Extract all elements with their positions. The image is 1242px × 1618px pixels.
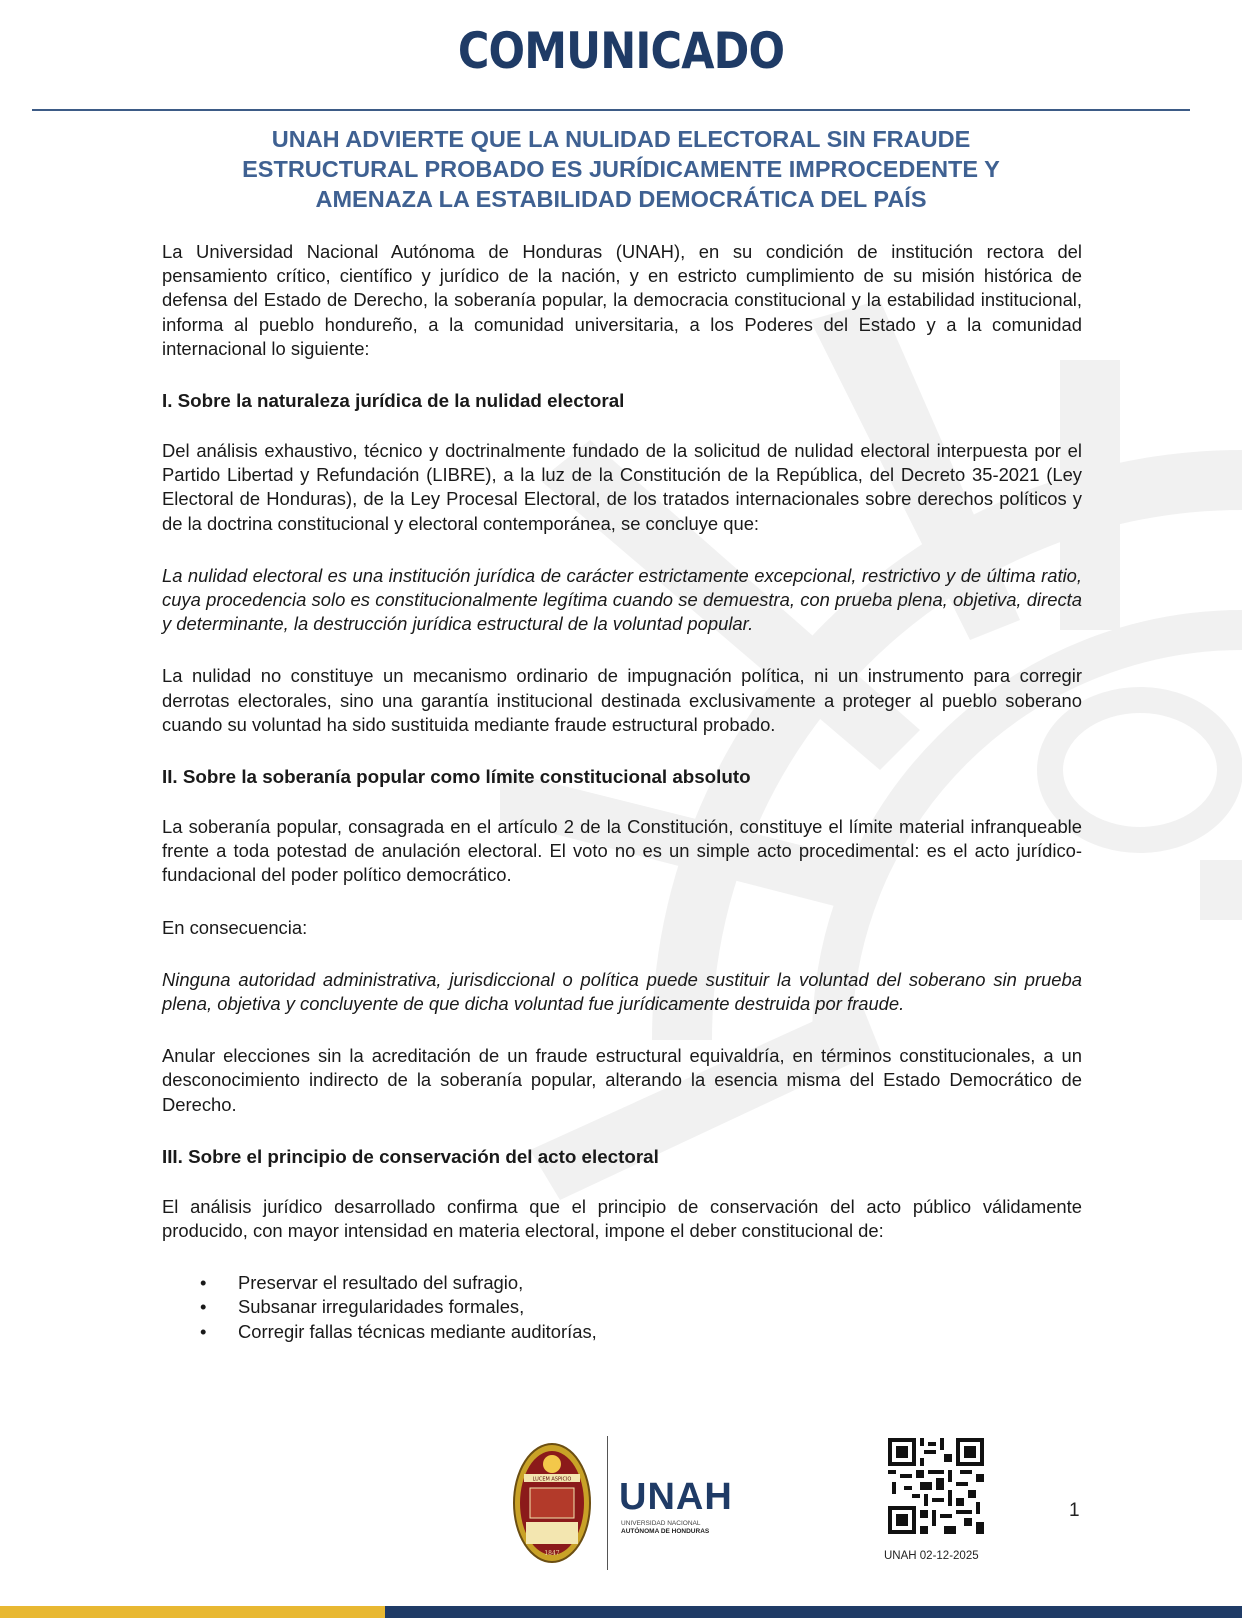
section-2-paragraph-1: La soberanía popular, consagrada en el artículo 2 de la Constitución, constituye el límite material infranqueable frente a toda potestad de anulación electoral. El voto no es un simple acto procedimental: es el acto jurídico-fundacional del poder político democrático. (162, 816, 1082, 886)
headline-line-1: UNAH ADVIERTE QUE LA NULIDAD ELECTORAL SIN FRAUDE (271, 126, 971, 152)
page-number: 1 (1069, 1500, 1080, 1521)
unah-logo-subtitle-1: UNIVERSIDAD NACIONAL (621, 1520, 701, 1527)
section-1-paragraph-3: La nulidad no constituye un mecanismo ordinario de impugnación política, ni un instrumento para corregir derrotas electorales, sino una garantía institucional destinada exclusivamente a proteger al pueblo soberano cuando su voluntad ha sido sustituida mediante fraude estructural probado. (162, 665, 1082, 735)
headline-line-3: AMENAZA LA ESTABILIDAD DEMOCRÁTICA DEL PAÍS (315, 186, 927, 212)
section-2-heading: II. Sobre la soberanía popular como límite constitucional absoluto (162, 766, 751, 788)
university-seal-icon (512, 1442, 592, 1564)
unah-logo-text: UNAH (619, 1476, 733, 1518)
section-3-heading: III. Sobre el principio de conservación del acto electoral (162, 1145, 659, 1167)
list-item (162, 1271, 1082, 1295)
footer-band-gold (0, 1606, 385, 1618)
headline (150, 124, 1092, 214)
seal-motto: LUCEM ASPICIO (532, 1476, 572, 1483)
qr-caption: UNAH 02-12-2025 (884, 1550, 979, 1562)
section-2-paragraph-3: Ninguna autoridad administrativa, jurisdiccional o política puede sustituir la voluntad del soberano sin prueba plena, objetiva y concluyente de que dicha voluntad fue jurídicamente destruida por fraude. (162, 968, 1082, 1015)
footer-divider (607, 1436, 608, 1570)
bullet-icon: • (200, 1272, 207, 1294)
section-2-paragraph-4: Anular elecciones sin la acreditación de un fraude estructural equivaldría, en términos constitucionales, a un desconocimiento indirecto de la soberanía popular, alterando la esencia misma del Estado Democrático de Derecho. (162, 1045, 1082, 1115)
seal-year: 1847 (544, 1550, 560, 1557)
section-1-paragraph-2: La nulidad electoral es una institución jurídica de carácter estrictamente excepcional, restrictivo y de última ratio, cuya procedencia solo es constitucionalmente legítima cuando se demuestra, con prueba plena, objetiva, directa y determinante, la destrucción jurídica estructural de la voluntad popular. (162, 564, 1082, 635)
document-title: COMUNICADO (457, 22, 785, 80)
list-item (162, 1320, 1082, 1344)
unah-logo-subtitle-2: AUTÓNOMA DE HONDURAS (621, 1528, 710, 1535)
document-body (162, 240, 1082, 1344)
list-item (162, 1295, 1082, 1319)
bullet-icon: • (200, 1296, 207, 1318)
section-3-bullet-list (162, 1271, 1082, 1344)
qr-code-icon (888, 1438, 984, 1534)
header-divider (32, 109, 1190, 111)
headline-line-2: ESTRUCTURAL PROBADO ES JURÍDICAMENTE IMPROCEDENTE Y (242, 156, 1000, 182)
footer-band-navy (385, 1606, 1242, 1618)
section-3-paragraph-1: El análisis jurídico desarrollado confirma que el principio de conservación del acto público válidamente producido, con mayor intensidad en materia electoral, impone el deber constitucional de: (162, 1195, 1082, 1242)
list-item-text: Preservar el resultado del sufragio, (238, 1272, 524, 1294)
intro-paragraph: La Universidad Nacional Autónoma de Honduras (UNAH), en su condición de institución rectora del pensamiento crítico, científico y jurídico de la nación, y en estricto cumplimiento de su misión histórica de defensa del Estado de Derecho, la soberanía popular, la democracia constitucional y la estabilidad institucional, informa al pueblo hondureño, a la comunidad universitaria, a los Poderes del Estado y a la comunidad internacional lo siguiente: (162, 241, 1082, 359)
list-item-text: Subsanar irregularidades formales, (238, 1296, 525, 1318)
bullet-icon: • (200, 1320, 207, 1342)
section-2-paragraph-2: En consecuencia: (162, 916, 308, 938)
section-1-heading: I. Sobre la naturaleza jurídica de la nulidad electoral (162, 390, 625, 412)
section-1-paragraph-1: Del análisis exhaustivo, técnico y doctrinalmente fundado de la solicitud de nulidad electoral interpuesta por el Partido Libertad y Refundación (LIBRE), a la luz de la Constitución de la República, del Decreto 35-2021 (Ley Electoral de Honduras), de la Ley Procesal Electoral, de los tratados internacionales sobre derechos políticos y de la doctrina constitucional y electoral contemporánea, se concluye que: (162, 440, 1082, 534)
list-item-text: Corregir fallas técnicas mediante auditorías, (238, 1320, 597, 1342)
